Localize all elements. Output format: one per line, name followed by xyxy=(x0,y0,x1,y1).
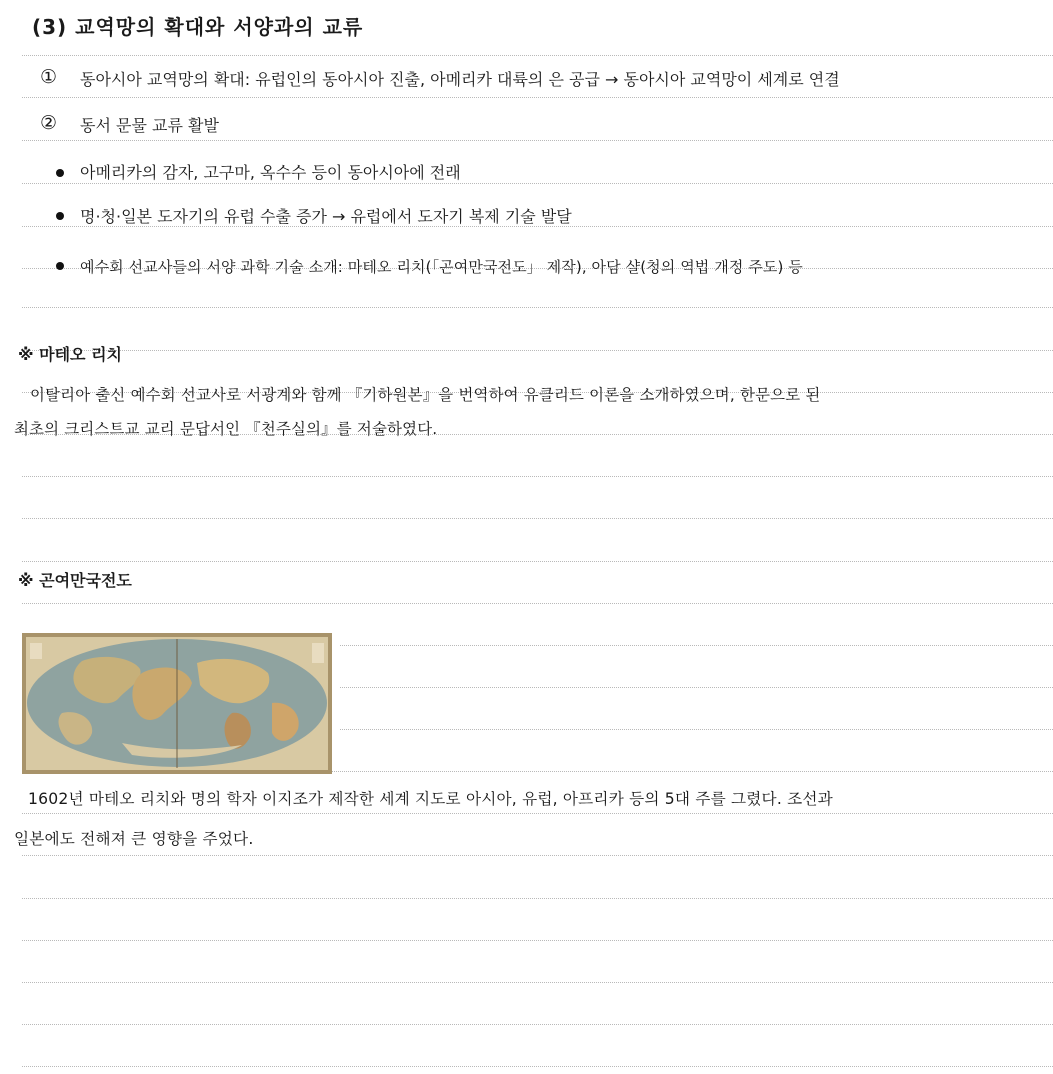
bullet-icon xyxy=(56,169,64,177)
note-paragraph-line: 일본에도 전해져 큰 영향을 주었다. xyxy=(14,830,254,848)
item-text: 동아시아 교역망의 확대: 유럽인의 동아시아 진출, 아메리카 대륙의 은 공급 → 동아시아 교역망이 세계로 연결 xyxy=(80,70,840,89)
note-heading: ※ 마테오 리치 xyxy=(18,345,122,364)
section-title: (3) 교역망의 확대와 서양과의 교류 xyxy=(32,15,364,39)
bullet-icon xyxy=(56,262,64,270)
item-marker: ② xyxy=(40,112,58,134)
bullet-text: 예수회 선교사들의 서양 과학 기술 소개: 마테오 리치(「곤여만국전도」 제작), 아담 샬(청의 역법 개정 주도) 등 xyxy=(80,258,803,276)
note-paragraph-line: 1602년 마테오 리치와 명의 학자 이지조가 제작한 세계 지도로 아시아, 유럽, 아프리카 등의 5대 주를 그렸다. 조선과 xyxy=(28,790,833,808)
item-text: 동서 문물 교류 활발 xyxy=(80,116,219,135)
world-map-image xyxy=(22,633,332,774)
note-heading: ※ 곤여만국전도 xyxy=(18,571,132,590)
note-paragraph-line: 최초의 크리스트교 교리 문답서인 『천주실의』를 저술하였다. xyxy=(14,420,438,438)
note-paragraph-line: 이탈리아 출신 예수회 선교사로 서광계와 함께 『기하원본』을 번역하여 유클리드 이론을 소개하였으며, 한문으로 된 xyxy=(30,386,821,404)
bullet-icon xyxy=(56,212,64,220)
item-marker: ① xyxy=(40,66,58,88)
bullet-text: 아메리카의 감자, 고구마, 옥수수 등이 동아시아에 전래 xyxy=(80,163,461,182)
bullet-text: 명·청·일본 도자기의 유럽 수출 증가 → 유럽에서 도자기 복제 기술 발달 xyxy=(80,207,572,226)
